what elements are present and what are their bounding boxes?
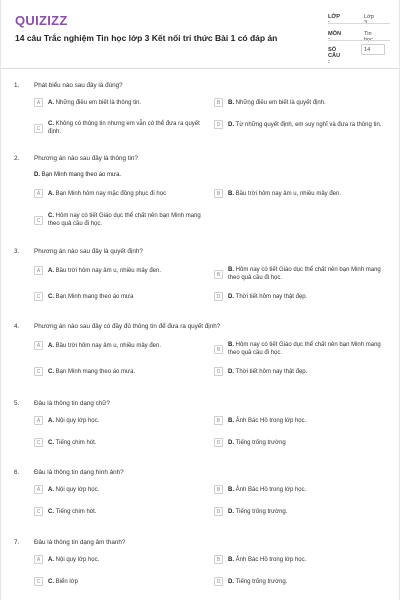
question-text: Phát biểu nào sau đây là đúng?: [34, 82, 123, 89]
option-value: Ảnh Bác Hồ trong lớp học.: [235, 417, 307, 424]
option-text: [48, 368, 135, 376]
option-value: Thời tiết hôm nay thật đẹp.: [235, 368, 308, 375]
question-text: Phương án nào sau đây là thông tin?: [34, 155, 138, 162]
option-key: D.: [228, 439, 236, 446]
option-letter-box: D: [214, 507, 223, 516]
option-d[interactable]: [214, 367, 389, 376]
option-value: Hôm nay có tiết Giáo dục thể chất nên bạn Minh mang theo quả cầu đi học.: [228, 267, 381, 281]
option-text: [48, 417, 99, 425]
option-letter-box: C: [34, 292, 43, 301]
option-letter-box: A: [34, 189, 43, 198]
option-value: Bạn Minh mang theo áo mưa.: [55, 368, 136, 375]
count-value: 14: [364, 47, 371, 53]
option-key: A.: [48, 190, 56, 197]
option-a[interactable]: [34, 416, 209, 425]
question-number: 3.: [14, 248, 20, 255]
option-text: [228, 190, 341, 198]
option-text: [48, 342, 161, 350]
option-c[interactable]: [34, 438, 209, 447]
option-letter-box: A: [34, 485, 43, 494]
option-key: B.: [228, 190, 236, 197]
answer-text: [34, 172, 121, 178]
question-number: 6.: [14, 469, 20, 476]
option-letter-box: B: [214, 416, 223, 425]
option-a[interactable]: [34, 98, 209, 107]
answer-key: D.: [34, 172, 42, 178]
option-b[interactable]: [214, 416, 389, 425]
option-text: [48, 120, 209, 136]
question-text: Phương án nào sau đây có đầy đủ thông tin để đưa ra quyết định?: [34, 323, 221, 330]
option-value: Những điều em biết là thông tin.: [55, 99, 142, 106]
option-value: Bầu trời hôm nay âm u, nhiều mây đen.: [55, 342, 161, 349]
option-key: C.: [48, 293, 56, 300]
option-text: [48, 267, 161, 275]
option-key: A.: [48, 342, 56, 349]
option-text: [228, 266, 389, 282]
option-d[interactable]: [214, 438, 389, 447]
option-text: [48, 439, 96, 447]
option-letter-box: C: [34, 507, 43, 516]
option-key: C.: [48, 368, 56, 375]
option-text: [48, 578, 78, 586]
option-b[interactable]: [214, 341, 389, 357]
option-letter-box: C: [34, 367, 43, 376]
option-key: A.: [48, 417, 56, 424]
option-c[interactable]: [34, 367, 209, 376]
option-a[interactable]: [34, 266, 209, 275]
option-letter-box: C: [34, 577, 43, 586]
option-letter-box: C: [34, 124, 43, 133]
option-key: C.: [48, 439, 56, 446]
option-text: [228, 293, 307, 301]
option-key: A.: [48, 486, 56, 493]
option-value: Nội quy lớp học.: [55, 486, 100, 493]
option-b[interactable]: [214, 98, 389, 107]
option-d[interactable]: [214, 120, 389, 129]
option-b[interactable]: [214, 266, 389, 282]
subject-label: MÔN :: [328, 31, 342, 43]
option-value: Bạn Minh hôm nay mặc đồng phục đi học: [55, 190, 167, 197]
subject-value: Tin học: [364, 31, 374, 43]
option-b[interactable]: [214, 189, 389, 198]
option-value: Hôm nay có tiết Giáo dục thể chất nên bạn Minh mang theo quả cầu đi học.: [48, 213, 201, 227]
option-letter-box: A: [34, 341, 43, 350]
option-key: C.: [48, 578, 56, 585]
quizizz-logo: QUIZIZZ: [15, 13, 68, 28]
option-key: B.: [228, 99, 236, 106]
option-letter-box: C: [34, 438, 43, 447]
option-value: Ảnh Bác Hồ trong lớp học.: [235, 556, 307, 563]
option-key: B.: [228, 556, 236, 563]
question-text: Đâu là thông tin dạng âm thanh?: [34, 539, 126, 546]
option-text: [48, 212, 209, 228]
option-a[interactable]: [34, 555, 209, 564]
page-title: 14 câu Trắc nghiệm Tin học lớp 3 Kết nối tri thức Bài 1 có đáp án: [15, 33, 278, 43]
option-letter-box: A: [34, 266, 43, 275]
option-c[interactable]: [34, 577, 209, 586]
option-value: Nội quy lớp học.: [55, 556, 100, 563]
option-text: [228, 368, 307, 376]
option-key: D.: [228, 121, 236, 128]
option-c[interactable]: [34, 292, 209, 301]
option-c[interactable]: [34, 507, 209, 516]
option-key: A.: [48, 99, 56, 106]
option-letter-box: B: [214, 555, 223, 564]
option-text: [228, 486, 306, 494]
option-text: [228, 508, 287, 516]
option-letter-box: A: [34, 98, 43, 107]
option-letter-box: C: [34, 216, 43, 225]
option-text: [228, 578, 287, 586]
option-key: D.: [228, 578, 236, 585]
option-text: [228, 99, 326, 107]
option-value: Không có thông tin nhưng em vẫn có thể đưa ra quyết định.: [48, 121, 200, 135]
option-key: C.: [48, 213, 56, 219]
option-value: Bầu trời hôm nay âm u, nhiều mây đen.: [235, 190, 341, 197]
question-number: 2.: [14, 155, 20, 162]
option-value: Những điều em biết là quyết định.: [235, 99, 326, 106]
question-number: 4.: [14, 323, 20, 330]
option-letter-box: D: [214, 292, 223, 301]
option-text: [228, 341, 389, 357]
option-value: Thời tiết hôm nay thật đẹp.: [235, 293, 308, 300]
question-text: Đâu là thông tin dạng chữ?: [34, 400, 110, 407]
option-text: [48, 486, 99, 494]
question-number: 1.: [14, 82, 20, 89]
option-text: [48, 293, 133, 301]
option-a[interactable]: [34, 189, 209, 198]
option-value: Nội quy lớp học.: [55, 417, 100, 424]
option-b[interactable]: [214, 485, 389, 494]
option-letter-box: B: [214, 345, 223, 354]
option-c[interactable]: [34, 212, 209, 228]
option-value: Tiếng trống trường.: [235, 508, 288, 515]
class-value: Lớp 3: [364, 14, 374, 26]
option-d[interactable]: [214, 507, 389, 516]
question-text: Phương án nào sau đây là quyết định?: [34, 248, 143, 255]
option-letter-box: A: [34, 555, 43, 564]
option-key: A.: [48, 556, 56, 563]
answer-value: Bạn Minh mang theo áo mưa.: [41, 172, 122, 178]
option-key: D.: [228, 293, 236, 300]
option-letter-box: D: [214, 120, 223, 129]
option-b[interactable]: [214, 555, 389, 564]
option-value: Tiếng chim hót.: [55, 508, 97, 515]
option-a[interactable]: [34, 341, 209, 350]
option-key: B.: [228, 486, 236, 493]
option-value: Ảnh Bác Hồ trong lớp học.: [235, 486, 307, 493]
option-value: Bầu trời hôm nay âm u, nhiều mây đen.: [55, 267, 161, 274]
option-key: D.: [228, 368, 236, 375]
option-letter-box: B: [214, 98, 223, 107]
option-text: [48, 508, 96, 516]
option-key: B.: [228, 417, 236, 424]
option-c[interactable]: [34, 120, 209, 136]
option-text: [228, 556, 306, 564]
option-text: [48, 556, 99, 564]
option-text: [228, 439, 286, 447]
option-value: Bạn Minh mang theo áo mưa: [55, 293, 134, 300]
option-text: [48, 99, 141, 107]
option-value: Tiếng trống trường: [235, 439, 286, 446]
question-text: Đâu là thông tin dạng hình ảnh?: [34, 469, 124, 476]
option-value: Từ những quyết định, em suy nghĩ và đưa ra thông tin.: [235, 121, 382, 128]
option-letter-box: B: [214, 270, 223, 279]
option-key: C.: [48, 508, 56, 515]
question-list: [1, 0, 400, 600]
option-key: A.: [48, 267, 56, 274]
option-text: [228, 121, 381, 129]
class-label: LỚP :: [328, 14, 340, 26]
count-label: SỐ CÂU :: [328, 47, 341, 65]
option-letter-box: D: [214, 367, 223, 376]
option-text: [228, 417, 306, 425]
option-value: Hôm nay có tiết Giáo dục thể chất nên bạn Minh mang theo quả cầu đi học.: [228, 342, 381, 356]
option-letter-box: B: [214, 189, 223, 198]
option-key: B.: [228, 342, 236, 348]
option-text: [48, 190, 166, 198]
option-letter-box: D: [214, 438, 223, 447]
option-d[interactable]: [214, 292, 389, 301]
option-key: B.: [228, 267, 236, 273]
question-number: 7.: [14, 539, 20, 546]
option-a[interactable]: [34, 485, 209, 494]
option-key: C.: [48, 121, 56, 127]
option-value: Tiếng chim hót.: [55, 439, 97, 446]
option-letter-box: B: [214, 485, 223, 494]
option-letter-box: A: [34, 416, 43, 425]
option-letter-box: D: [214, 577, 223, 586]
option-d[interactable]: [214, 577, 389, 586]
option-key: D.: [228, 508, 236, 515]
question-number: 5.: [14, 400, 20, 407]
option-value: Tiếng trống trường.: [235, 578, 288, 585]
option-value: Biển lớp: [55, 578, 78, 585]
